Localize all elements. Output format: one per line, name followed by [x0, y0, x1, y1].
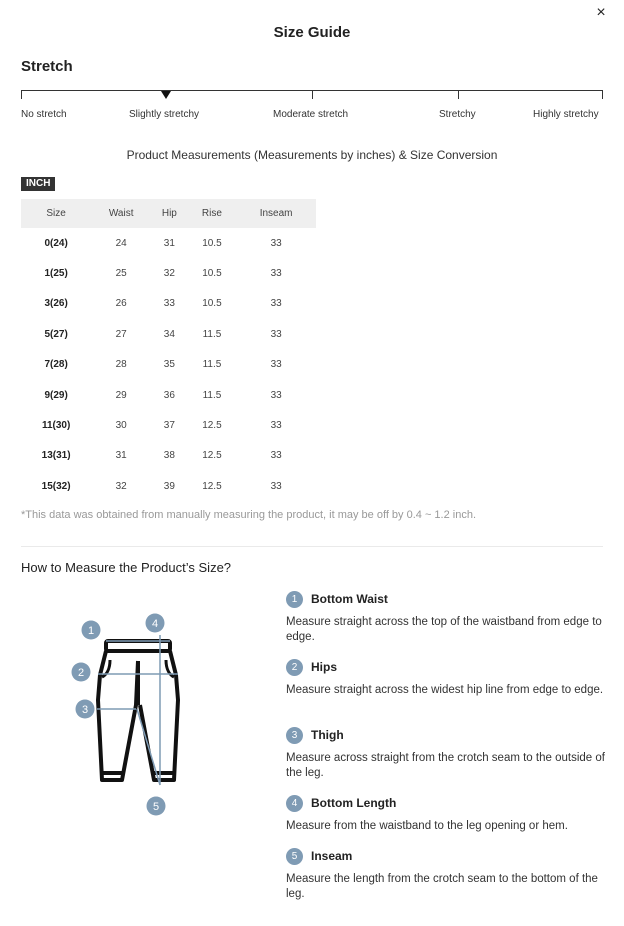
- step-description: Measure straight across the widest hip line from edge to edge.: [286, 684, 604, 696]
- table-cell-inseam: 33: [270, 298, 282, 310]
- table-cell-hip: 38: [163, 450, 175, 462]
- table-cell-waist: 24: [115, 237, 127, 249]
- table-cell-size: 5(27): [44, 328, 68, 340]
- pants-diagram: [60, 605, 190, 820]
- svg-text:4: 4: [151, 618, 159, 630]
- column-header-hip: Hip: [151, 199, 187, 228]
- table-cell-size: 9(29): [44, 389, 68, 401]
- step-number-badge: 4: [286, 795, 303, 812]
- table-cell-hip: 35: [163, 359, 175, 371]
- stretch-label-no-stretch: No stretch: [21, 109, 67, 120]
- step-inseam: [286, 847, 616, 901]
- table-cell-hip: 34: [163, 328, 175, 340]
- svg-text:2: 2: [77, 667, 85, 679]
- step-number-badge: 5: [286, 848, 303, 865]
- stretch-label-stretchy: Stretchy: [439, 109, 476, 120]
- table-row: [21, 350, 316, 380]
- step-description: Measure the length from the crotch seam to the bottom of the leg.: [286, 873, 598, 900]
- marker-4-icon: [146, 614, 165, 633]
- step-description: Measure across straight from the crotch seam to the outside of the leg.: [286, 752, 605, 779]
- table-row: [21, 319, 316, 349]
- table-row: [21, 258, 316, 288]
- stretch-tick: [458, 90, 459, 99]
- table-cell-waist: 29: [115, 389, 127, 401]
- stretch-marker-icon: [161, 91, 171, 99]
- measurements-subtitle: Product Measurements (Measurements by inches) & Size Conversion: [126, 148, 498, 162]
- howto-title: How to Measure the Product’s Size?: [21, 560, 232, 575]
- stretch-tick: [602, 90, 603, 99]
- stretch-scale: [21, 90, 603, 100]
- marker-3-icon: [76, 700, 95, 719]
- table-cell-rise: 12.5: [202, 450, 222, 462]
- close-button[interactable]: ×: [596, 4, 606, 21]
- table-cell-size: 15(32): [41, 480, 71, 492]
- table-cell-waist: 25: [115, 268, 127, 280]
- table-row: [21, 289, 316, 319]
- column-header-rise: Rise: [188, 199, 237, 228]
- svg-text:5: 5: [152, 801, 160, 813]
- stretch-label-moderate-stretch: Moderate stretch: [273, 109, 349, 120]
- step-hips: [286, 658, 616, 698]
- table-cell-rise: 11.5: [202, 389, 222, 401]
- table-cell-size: 11(30): [41, 420, 71, 432]
- table-cell-waist: 27: [115, 328, 127, 340]
- table-cell-hip: 31: [163, 237, 175, 249]
- step-name: Inseam: [311, 849, 353, 863]
- table-cell-rise: 10.5: [202, 237, 222, 249]
- table-row: [21, 380, 316, 410]
- step-name: Bottom Waist: [311, 592, 388, 606]
- measure-lines: [97, 635, 178, 785]
- stretch-label-slightly-stretchy: Slightly stretchy: [129, 109, 200, 120]
- table-cell-inseam: 33: [270, 359, 282, 371]
- table-cell-size: 1(25): [44, 268, 68, 280]
- column-header-size: Size: [21, 199, 91, 228]
- step-number-badge: 2: [286, 659, 303, 676]
- column-header-inseam: Inseam: [236, 199, 316, 228]
- stretch-label-highly-stretchy: Highly stretchy: [533, 109, 599, 120]
- marker-2-icon: [72, 663, 91, 682]
- step-name: Hips: [311, 660, 338, 674]
- table-cell-waist: 26: [115, 298, 127, 310]
- step-bottom-waist: [286, 590, 616, 644]
- stretch-tick: [21, 90, 22, 99]
- table-row: [21, 471, 316, 501]
- stretch-title: Stretch: [21, 58, 73, 75]
- table-cell-rise: 12.5: [202, 480, 222, 492]
- table-row: [21, 228, 316, 258]
- step-name: Bottom Length: [311, 796, 397, 810]
- svg-text:1: 1: [87, 625, 95, 637]
- step-description: Measure straight across the top of the waistband from edge to edge.: [286, 616, 602, 643]
- table-cell-rise: 10.5: [202, 268, 222, 280]
- step-bottom-length: [286, 794, 616, 834]
- table-cell-inseam: 33: [270, 268, 282, 280]
- table-cell-hip: 37: [163, 420, 175, 432]
- section-divider: [21, 546, 603, 547]
- table-header-row: [21, 199, 316, 228]
- table-cell-hip: 39: [163, 480, 175, 492]
- stretch-tick: [312, 90, 313, 99]
- table-cell-hip: 33: [163, 298, 175, 310]
- step-description: Measure from the waistband to the leg opening or hem.: [286, 820, 568, 832]
- step-number-badge: 3: [286, 727, 303, 744]
- table-cell-rise: 11.5: [202, 328, 222, 340]
- table-cell-rise: 11.5: [202, 359, 222, 371]
- table-cell-hip: 32: [163, 268, 175, 280]
- measurement-note: *This data was obtained from manually measuring the product, it may be off by 0.4 ~ 1.2 inch.: [21, 509, 477, 521]
- column-header-waist: Waist: [91, 199, 151, 228]
- table-cell-inseam: 33: [270, 328, 282, 340]
- step-thigh: [286, 726, 616, 780]
- table-cell-hip: 36: [163, 389, 175, 401]
- table-cell-inseam: 33: [270, 389, 282, 401]
- table-cell-inseam: 33: [270, 237, 282, 249]
- table-row: [21, 410, 316, 440]
- table-cell-size: 13(31): [41, 450, 71, 462]
- size-table: [21, 199, 316, 502]
- step-number-badge: 1: [286, 591, 303, 608]
- table-cell-waist: 31: [115, 450, 127, 462]
- table-cell-inseam: 33: [270, 420, 282, 432]
- table-cell-waist: 32: [115, 480, 127, 492]
- table-cell-size: 7(28): [44, 359, 68, 371]
- table-cell-size: 3(26): [44, 298, 68, 310]
- table-cell-waist: 28: [115, 359, 127, 371]
- table-cell-waist: 30: [115, 420, 127, 432]
- table-cell-rise: 12.5: [202, 420, 222, 432]
- page-title: Size Guide: [273, 24, 351, 41]
- svg-text:3: 3: [81, 704, 89, 716]
- table-cell-inseam: 33: [270, 480, 282, 492]
- table-cell-inseam: 33: [270, 450, 282, 462]
- table-row: [21, 441, 316, 471]
- table-cell-size: 0(24): [44, 237, 68, 249]
- marker-5-icon: [147, 797, 166, 816]
- table-cell-rise: 10.5: [202, 298, 222, 310]
- unit-badge[interactable]: INCH: [21, 177, 55, 191]
- step-name: Thigh: [311, 728, 344, 742]
- marker-1-icon: [82, 621, 101, 640]
